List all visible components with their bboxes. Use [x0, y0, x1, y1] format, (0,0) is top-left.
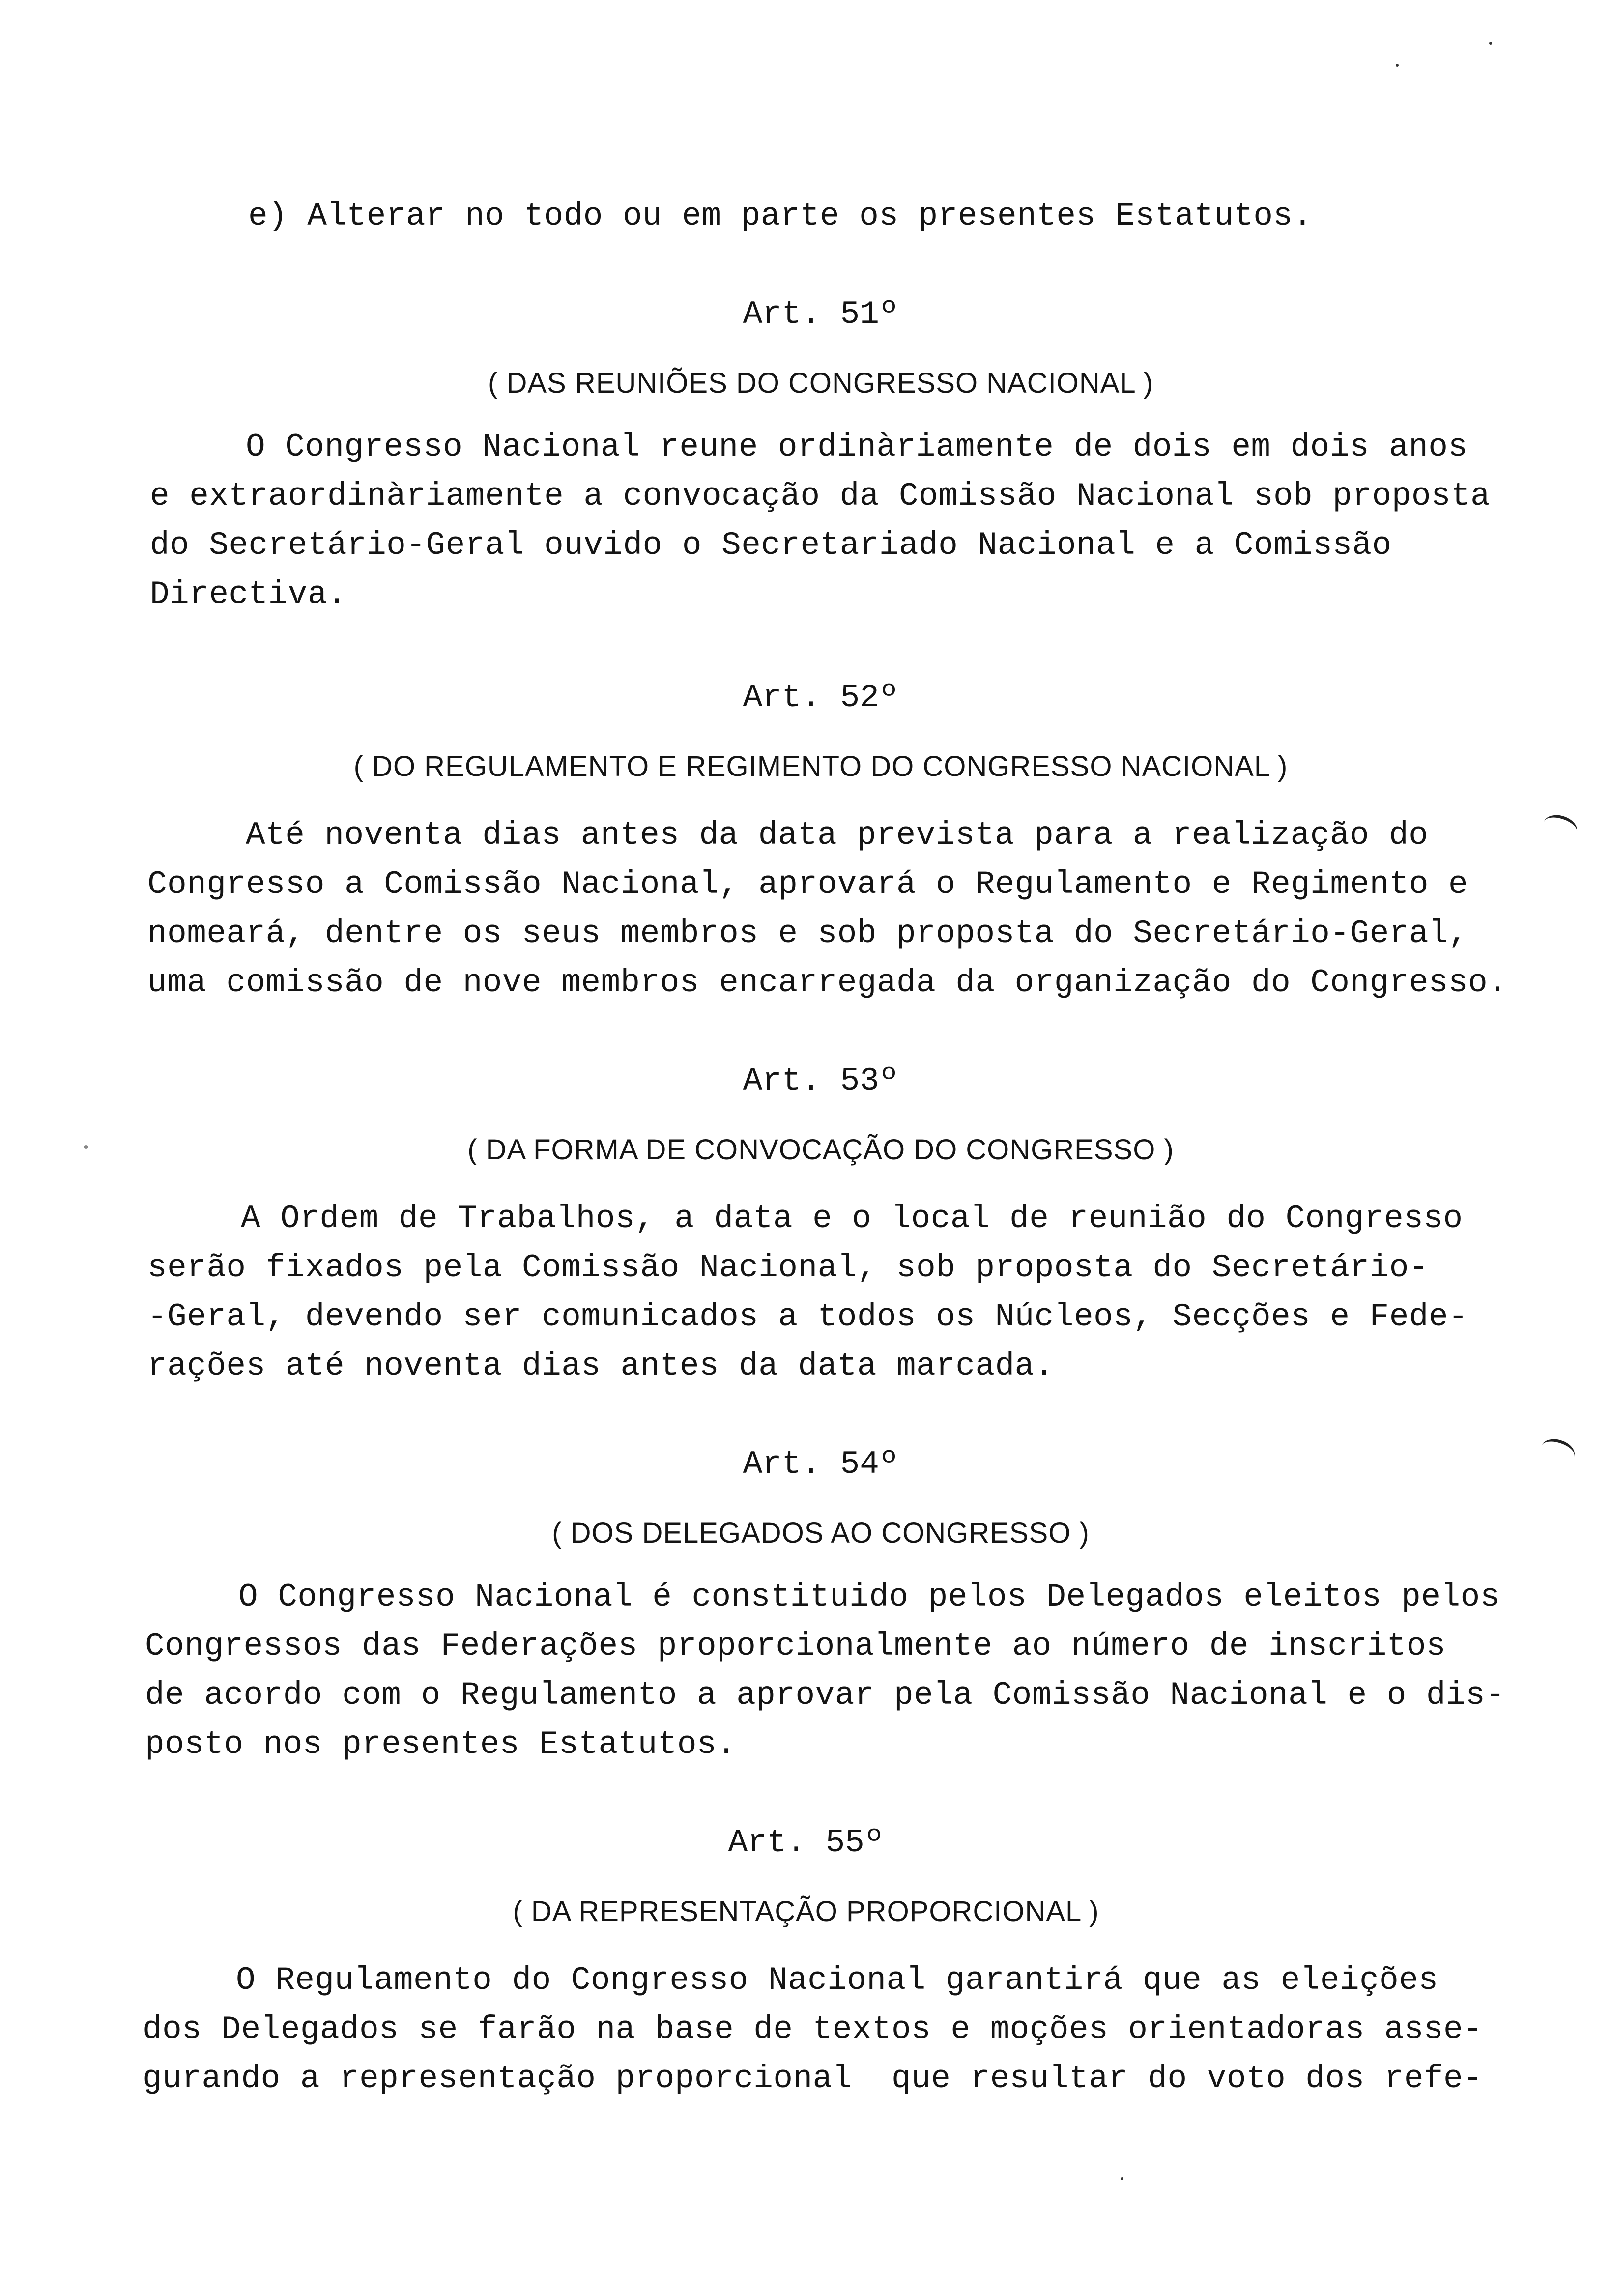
article-52-heading: ( DO REGULAMENTO E REGIMENTO DO CONGRESSO NACIONAL )	[353, 750, 1288, 782]
scan-smudge	[84, 1145, 88, 1149]
article-51-line-4: Directiva.	[150, 576, 347, 613]
article-52-line-3: nomeará, dentre os seus membros e sob proposta do Secretário-Geral,	[147, 915, 1468, 952]
article-55-number: Art. 55º	[728, 1824, 884, 1861]
article-53-line-1: A Ordem de Trabalhos, a data e o local de reunião do Congresso	[241, 1200, 1463, 1237]
article-53-heading: ( DA FORMA DE CONVOCAÇÃO DO CONGRESSO )	[467, 1134, 1174, 1166]
article-55-line-1: O Regulamento do Congresso Nacional garantirá que as eleições	[236, 1962, 1439, 1999]
article-52-line-2: Congresso a Comissão Nacional, aprovará o Regulamento e Regimento e	[147, 866, 1468, 903]
article-54-line-3: de acordo com o Regulamento a aprovar pela Comissão Nacional e o dis-	[145, 1677, 1505, 1714]
article-51-line-2: e extraordinàriamente a convocação da Comissão Nacional sob proposta	[150, 478, 1491, 515]
article-54-line-4: posto nos presentes Estatutos.	[145, 1726, 737, 1763]
article-52-line-1: Até noventa dias antes da data prevista para a realização do	[246, 817, 1429, 854]
article-52-number: Art. 52º	[743, 679, 899, 716]
intro-line: e) Alterar no todo ou em parte os presentes Estatutos.	[248, 198, 1313, 234]
article-54-line-2: Congressos das Federações proporcionalmente ao número de inscritos	[145, 1628, 1446, 1665]
article-53-line-4: rações até noventa dias antes da data marcada.	[147, 1348, 1054, 1384]
article-55-line-3: gurando a representação proporcional que resultar do voto dos refe-	[143, 2060, 1483, 2097]
article-52-line-4: uma comissão de nove membros encarregada da organização do Congresso.	[147, 964, 1508, 1001]
article-54-number: Art. 54º	[743, 1446, 899, 1483]
article-53-number: Art. 53º	[743, 1062, 899, 1099]
article-51-number: Art. 51º	[743, 296, 899, 333]
scan-speck-3	[1121, 2177, 1123, 2180]
article-55-heading: ( DA REPRESENTAÇÃO PROPORCIONAL )	[513, 1895, 1099, 1927]
article-53-line-2: serão fixados pela Comissão Nacional, sob proposta do Secretário-	[147, 1249, 1429, 1286]
article-53-line-3: -Geral, devendo ser comunicados a todos os Núcleos, Secções e Fede-	[147, 1298, 1468, 1335]
article-51-line-3: do Secretário-Geral ouvido o Secretariado Nacional e a Comissão	[150, 527, 1392, 564]
article-55-line-2: dos Delegados se farão na base de textos e moções orientadoras asse-	[143, 2011, 1483, 2048]
article-54-line-1: O Congresso Nacional é constituido pelos Delegados eleitos pelos	[238, 1578, 1500, 1615]
article-54-heading: ( DOS DELEGADOS AO CONGRESSO )	[552, 1517, 1090, 1549]
article-51-heading: ( DAS REUNIÕES DO CONGRESSO NACIONAL )	[488, 367, 1153, 399]
scan-speck-1	[1396, 64, 1399, 67]
margin-mark-1	[1541, 811, 1581, 843]
scan-speck-2	[1489, 42, 1492, 45]
article-51-line-1: O Congresso Nacional reune ordinàriamente de dois em dois anos	[246, 429, 1468, 465]
